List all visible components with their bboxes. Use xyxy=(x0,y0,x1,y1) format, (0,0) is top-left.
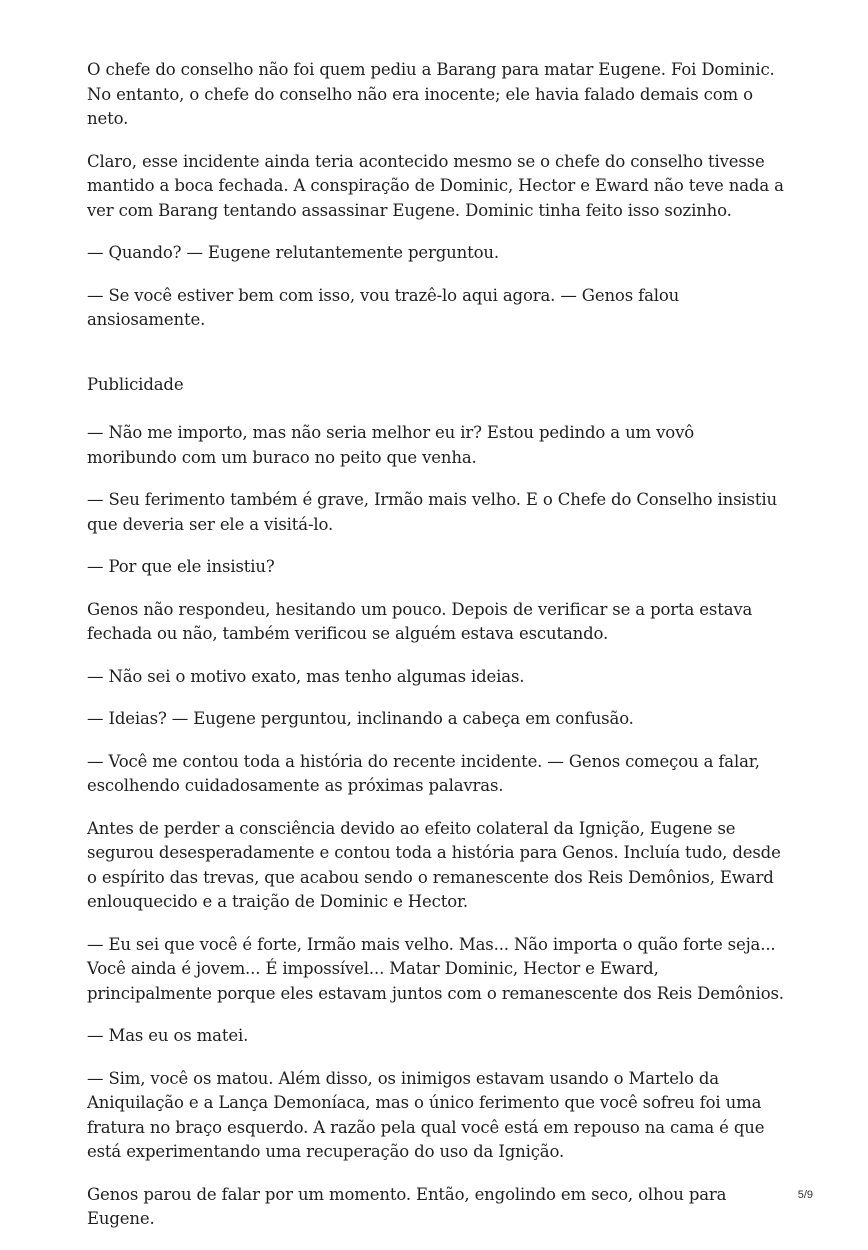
paragraph: Genos parou de falar por um momento. Então, engolindo em seco, olhou para Eugene. xyxy=(87,1184,727,1228)
paragraph: — Quando? — Eugene relutantemente perguntou. xyxy=(87,243,499,262)
paragraph: — Seu ferimento também é grave, Irmão mais velho. E o Chefe do Conselho insistiu que deveria ser ele a visitá-lo. xyxy=(87,490,777,534)
page-number: 5/9 xyxy=(797,1189,813,1201)
paragraph: — Por que ele insistiu? xyxy=(87,557,275,576)
paragraph: — Mas eu os matei. xyxy=(87,1026,249,1045)
paragraph: — Ideias? — Eugene perguntou, inclinando a cabeça em confusão. xyxy=(87,709,634,728)
paragraph: — Não me importo, mas não seria melhor eu ir? Estou pedindo a um vovô moribundo com um buraco no peito que venha. xyxy=(87,423,695,467)
paragraph: — Se você estiver bem com isso, vou trazê-lo aqui agora. — Genos falou ansiosamente. xyxy=(87,285,680,329)
paragraph: O chefe do conselho não foi quem pediu a Barang para matar Eugene. Foi Dominic. No entanto, o chefe do conselho não era inocente; ele havia falado demais com o neto. xyxy=(87,60,775,128)
paragraph: — Você me contou toda a história do recente incidente. — Genos começou a falar, escolhendo cuidadosamente as próximas palavras. xyxy=(87,751,760,795)
paragraph: — Sim, você os matou. Além disso, os inimigos estavam usando o Martelo da Aniquilação e a Lança Demoníaca, mas o único ferimento que você sofreu foi uma fratura no braço esquerdo. A razão pela qual você está em repouso na cama é que está experimentando uma recuperação do uso da Ignição. xyxy=(87,1068,765,1161)
document-body xyxy=(87,58,787,1250)
advertisement-label: Publicidade xyxy=(87,374,184,394)
paragraph: — Eu sei que você é forte, Irmão mais velho. Mas... Não importa o quão forte seja... Você ainda é jovem... É impossível... Matar Dominic, Hector e Eward, principalmente porque eles estavam juntos com o remanescente dos Reis Demônios. xyxy=(87,934,784,1003)
paragraph: Genos não respondeu, hesitando um pouco. Depois de verificar se a porta estava fechada ou não, também verificou se alguém estava escutando. xyxy=(87,599,753,643)
paragraph: Antes de perder a consciência devido ao efeito colateral da Ignição, Eugene se segurou desesperadamente e contou toda a história para Genos. Incluía tudo, desde o espírito das trevas, que acabou sendo o remanescente dos Reis Demônios, Eward enlouquecido e a traição de Dominic e Hector. xyxy=(87,818,781,911)
paragraph: Claro, esse incidente ainda teria acontecido mesmo se o chefe do conselho tivesse mantido a boca fechada. A conspiração de Dominic, Hector e Eward não teve nada a ver com Barang tentando assassinar Eugene. Dominic tinha feito isso sozinho. xyxy=(87,151,784,220)
paragraph: — Não sei o motivo exato, mas tenho algumas ideias. xyxy=(87,666,525,686)
